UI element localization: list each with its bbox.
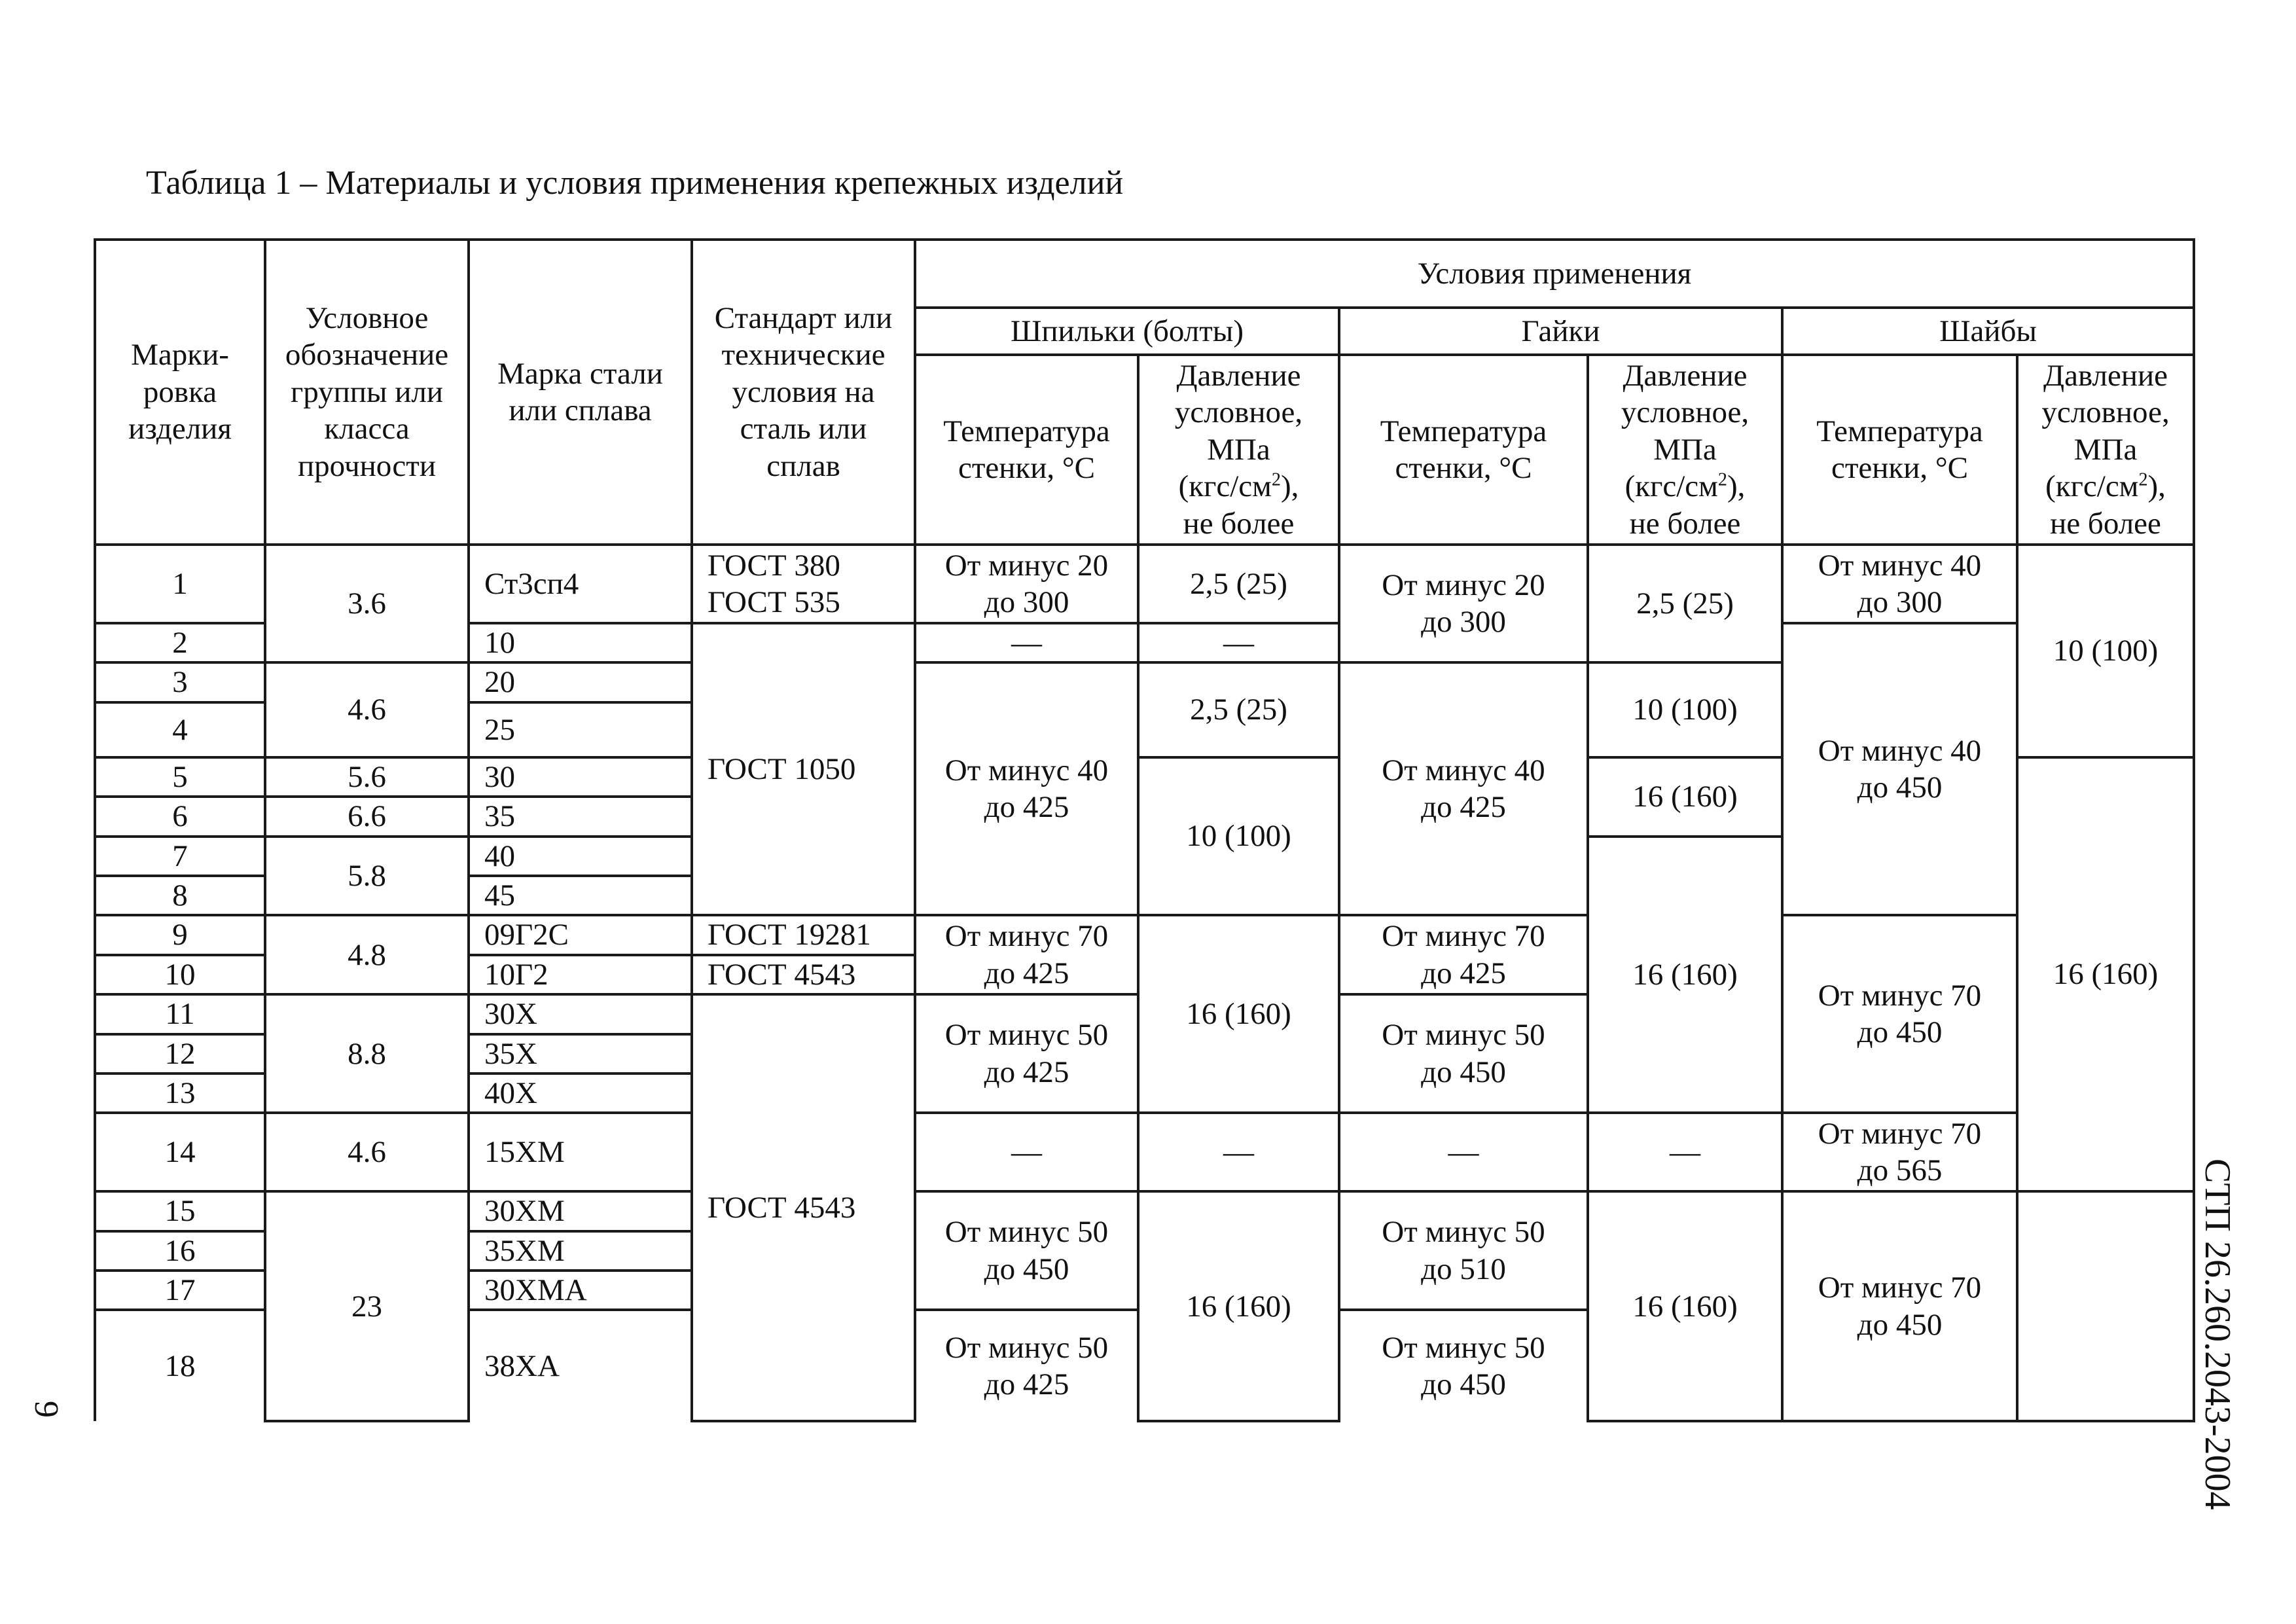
standard-cell: ГОСТ 4543 — [692, 994, 915, 1421]
document-code: СТП 26.260.2043-2004 — [2197, 1159, 2238, 1510]
nuts-temp: От минус 20 до 300 — [1339, 545, 1588, 662]
steel-grade: 40 — [469, 837, 692, 876]
header-studs: Шпильки (болты) — [915, 308, 1339, 355]
header-standard: Стандарт или технические условия на сталь или сплав — [692, 240, 915, 545]
header-studs-pressure: Давление условное, МПа $(кгс/см^2)$, не более — [1138, 355, 1339, 545]
steel-grade: 30ХМА — [469, 1271, 692, 1310]
steel-grade: 30Х — [469, 994, 692, 1034]
steel-grade: 15ХМ — [469, 1113, 692, 1191]
washers-pressure-empty — [2017, 1191, 2194, 1421]
steel-grade: 35Х — [469, 1034, 692, 1074]
group-cell: 4.8 — [265, 915, 469, 994]
studs-pressure: — — [1138, 1113, 1339, 1191]
studs-temp: От минус 70 до 425 — [915, 915, 1138, 994]
steel-grade: 25 — [469, 702, 692, 757]
header-conditions: Условия применения — [915, 240, 2194, 308]
nuts-pressure: 16 (160) — [1588, 1191, 1782, 1421]
row-number: 9 — [95, 915, 265, 954]
nuts-temp: От минус 50 до 510 — [1339, 1191, 1588, 1310]
steel-grade: 09Г2С — [469, 915, 692, 954]
washers-pressure: 10 (100) — [2017, 545, 2194, 757]
nuts-pressure: 16 (160) — [1588, 757, 1782, 837]
group-cell: 4.6 — [265, 1113, 469, 1191]
studs-pressure: 2,5 (25) — [1138, 662, 1339, 757]
washers-temp: От минус 70 до 450 — [1782, 1191, 2017, 1421]
washers-temp: От минус 70 до 565 — [1782, 1113, 2017, 1191]
header-nuts-pressure: Давление условное, МПа $(кгс/см^2)$, не более — [1588, 355, 1782, 545]
materials-table — [94, 238, 2195, 1422]
nuts-pressure: 10 (100) — [1588, 662, 1782, 757]
steel-grade: 10Г2 — [469, 955, 692, 994]
standard-cell: ГОСТ 1050 — [692, 623, 915, 915]
studs-temp: От минус 50 до 450 — [915, 1191, 1138, 1310]
nuts-pressure: — — [1588, 1113, 1782, 1191]
studs-temp: — — [915, 1113, 1138, 1191]
group-cell: 6.6 — [265, 797, 469, 836]
washers-temp: От минус 70 до 450 — [1782, 915, 2017, 1113]
steel-grade: 30 — [469, 757, 692, 797]
steel-grade: 40Х — [469, 1074, 692, 1113]
row-number: 2 — [95, 623, 265, 662]
row-number: 6 — [95, 797, 265, 836]
row-number: 17 — [95, 1271, 265, 1310]
header-nuts: Гайки — [1339, 308, 1782, 355]
steel-grade: 45 — [469, 876, 692, 915]
steel-grade: 38ХА — [469, 1310, 692, 1421]
steel-grade: 20 — [469, 662, 692, 702]
standard-cell: ГОСТ 4543 — [692, 955, 915, 994]
header-marking: Марки- ровка изделия — [95, 240, 265, 545]
standard-cell: ГОСТ 19281 — [692, 915, 915, 954]
nuts-temp: От минус 50 до 450 — [1339, 994, 1588, 1113]
row-number: 18 — [95, 1310, 265, 1421]
row-number: 3 — [95, 662, 265, 702]
group-cell: 8.8 — [265, 994, 469, 1113]
row-number: 4 — [95, 702, 265, 757]
row-number: 13 — [95, 1074, 265, 1113]
row-number: 12 — [95, 1034, 265, 1074]
studs-pressure: 16 (160) — [1138, 1191, 1339, 1421]
header-nuts-temp: Температура стенки, °С — [1339, 355, 1588, 545]
washers-temp: От минус 40 до 450 — [1782, 623, 2017, 915]
studs-temp: — — [915, 623, 1138, 662]
studs-pressure: 10 (100) — [1138, 757, 1339, 916]
nuts-temp: — — [1339, 1113, 1588, 1191]
washers-temp: От минус 40 до 300 — [1782, 545, 2017, 623]
studs-temp: От минус 50 до 425 — [915, 1310, 1138, 1421]
steel-grade: 35 — [469, 797, 692, 836]
table-title: Таблица 1 – Материалы и условия применения крепежных изделий — [146, 164, 1124, 202]
studs-temp: От минус 20 до 300 — [915, 545, 1138, 623]
row-number: 8 — [95, 876, 265, 915]
washers-pressure: 16 (160) — [2017, 757, 2194, 1192]
header-washers-temp: Температура стенки, °С — [1782, 355, 2017, 545]
nuts-temp: От минус 50 до 450 — [1339, 1310, 1588, 1421]
row-number: 16 — [95, 1231, 265, 1271]
nuts-pressure: 2,5 (25) — [1588, 545, 1782, 662]
group-cell: 5.8 — [265, 837, 469, 916]
studs-pressure: — — [1138, 623, 1339, 662]
row-number: 14 — [95, 1113, 265, 1191]
header-steel: Марка стали или сплава — [469, 240, 692, 545]
group-cell: 5.6 — [265, 757, 469, 797]
studs-temp: От минус 50 до 425 — [915, 994, 1138, 1113]
standard-cell: ГОСТ 380 ГОСТ 535 — [692, 545, 915, 623]
row-number: 10 — [95, 955, 265, 994]
steel-grade: 35ХМ — [469, 1231, 692, 1271]
page-number: 9 — [27, 1401, 65, 1418]
group-cell: 4.6 — [265, 662, 469, 757]
header-group: Условное обозначение группы или класса прочности — [265, 240, 469, 545]
row-number: 5 — [95, 757, 265, 797]
steel-grade: 10 — [469, 623, 692, 662]
nuts-pressure: 16 (160) — [1588, 837, 1782, 1113]
row-number: 1 — [95, 545, 265, 623]
header-studs-temp: Температура стенки, °С — [915, 355, 1138, 545]
row-number: 11 — [95, 994, 265, 1034]
header-washers-pressure: Давление условное, МПа $(кгс/см^2)$, не более — [2017, 355, 2194, 545]
studs-temp: От минус 40 до 425 — [915, 662, 1138, 915]
row-number: 7 — [95, 837, 265, 876]
steel-grade: 30ХМ — [469, 1191, 692, 1231]
header-washers: Шайбы — [1782, 308, 2194, 355]
group-cell: 3.6 — [265, 545, 469, 662]
row-number: 15 — [95, 1191, 265, 1231]
group-cell: 23 — [265, 1191, 469, 1421]
nuts-temp: От минус 70 до 425 — [1339, 915, 1588, 994]
steel-grade: Ст3сп4 — [469, 545, 692, 623]
nuts-temp: От минус 40 до 425 — [1339, 662, 1588, 915]
studs-pressure: 16 (160) — [1138, 915, 1339, 1113]
studs-pressure: 2,5 (25) — [1138, 545, 1339, 623]
